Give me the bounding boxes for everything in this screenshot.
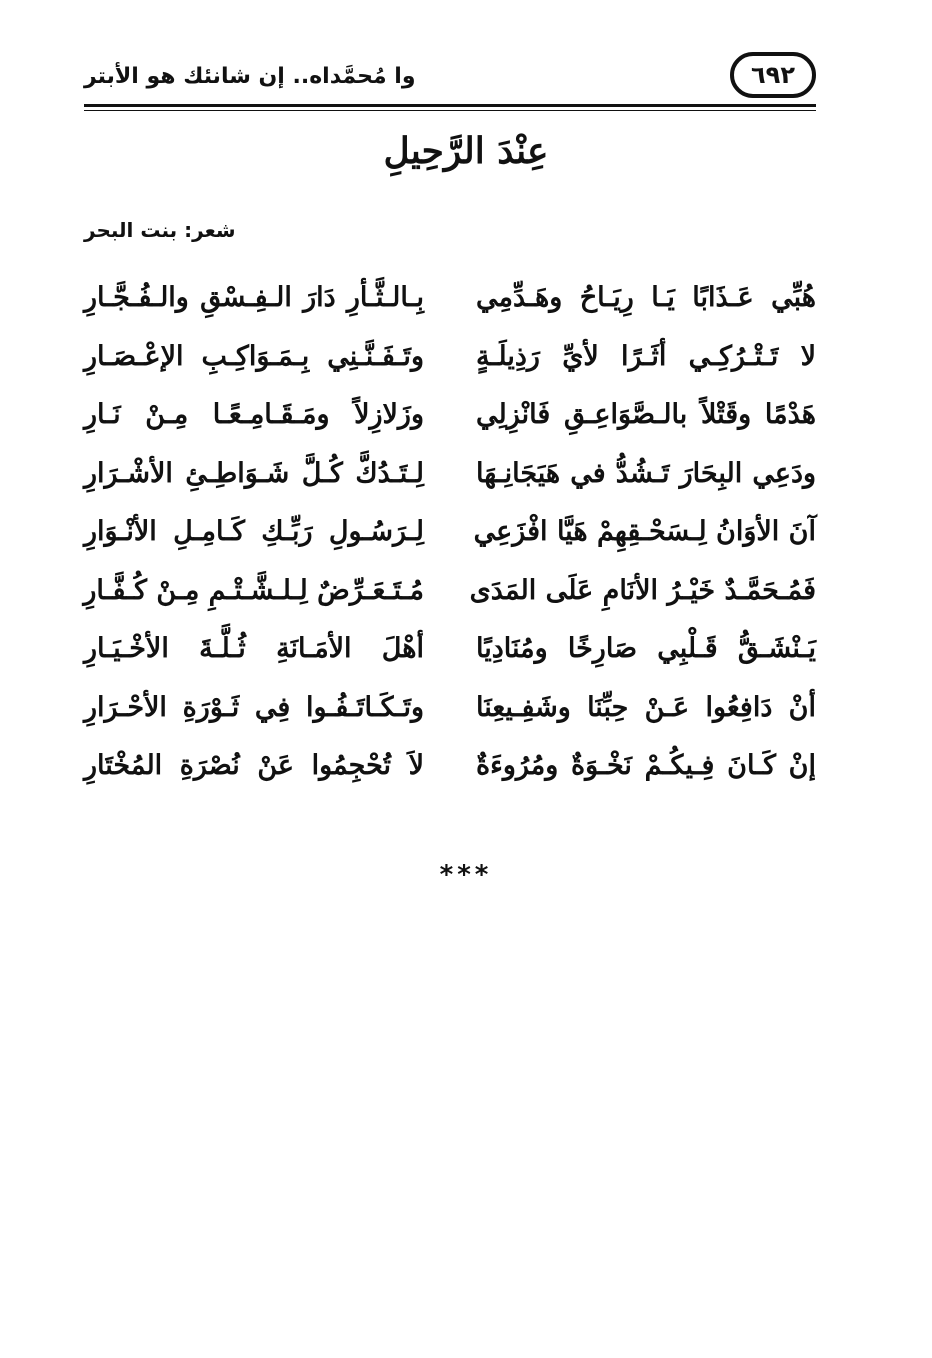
verse — [84, 278, 816, 337]
verse — [84, 571, 816, 630]
header-rule-thin — [84, 110, 816, 111]
verse — [84, 629, 816, 688]
header-rule — [84, 104, 816, 107]
section-separator: *** — [439, 860, 493, 890]
verse-first-hemistich: لا تَـتْـرُكِـي أثَـرًا لأيِّ رَذِيلَـةٍ — [476, 340, 816, 372]
verse-first-hemistich: فَمُـحَمَّـدٌ خَيْـرُ الأنَامِ عَلَى المَدَى — [469, 574, 816, 606]
verse-second-hemistich: وتَـفَـنَّـنِي بِـمَـوَاكِـبِ الإعْـصَـارِ — [84, 340, 424, 372]
verse-first-hemistich: ودَعِي البِحَارَ تَـشُدُّ في هَيَجَانِـهَا — [476, 457, 816, 489]
verse — [84, 395, 816, 454]
verse — [84, 512, 816, 571]
verse-second-hemistich: وزَلازِلاً ومَـقَـامِـعًـا مِـنْ نَـارِ — [84, 399, 424, 430]
page-number: ٦٩٢ — [751, 61, 795, 89]
verse-second-hemistich: أهْلَ الأمَـانَةِ ثُـلَّـةَ الأخْـيَـارِ — [84, 633, 424, 664]
verse — [84, 688, 816, 747]
verse-second-hemistich: بِـالـثَّـأرِ دَارَ الـفِـسْقِ والـفُـجَّـارِ — [84, 282, 424, 313]
page-number-badge — [730, 52, 816, 98]
running-title: وا مُحمَّداه.. إن شانئك هو الأبتر — [84, 64, 416, 89]
verse-first-hemistich: هُبِّي عَـذَابًا يَـا رِيَـاحُ وهَـدِّمِي — [476, 282, 816, 313]
poem-title: عِنْدَ الرَّحِيلِ — [383, 130, 549, 172]
verse-first-hemistich: آنَ الأوَانُ لِـسَحْـقِهِمْ هَيَّا افْزَعِي — [473, 516, 816, 547]
verse-second-hemistich: وتَـكَـاتَـفُـوا فِي ثَـوْرَةِ الأحْـرَارِ — [84, 691, 424, 723]
poem-verses — [84, 278, 816, 805]
verse-first-hemistich: يَـنْشَـقُّ قَـلْبِي صَارِخًا ومُنَادِيًا — [476, 633, 816, 664]
verse — [84, 454, 816, 513]
verse — [84, 746, 816, 805]
verse-second-hemistich: لِـتَـدُكَّ كُـلَّ شَـوَاطِـئِ الأشْـرَارِ — [84, 457, 424, 489]
verse — [84, 337, 816, 396]
verse-second-hemistich: لِـرَسُـولِ رَبِّـكِ كَـامِـلِ الأنْـوَارِ — [84, 516, 424, 547]
running-header — [84, 58, 816, 102]
verse-first-hemistich: هَدْمًا وقَتْلاً بالـصَّوَاعِـقِ فَانْزِلِي — [476, 399, 816, 430]
poem-author: شعر: بنت البحر — [84, 218, 236, 242]
verse-second-hemistich: مُـتَـعَـرِّضٌ لِـلـشَّـتْـمِ مِـنْ كُـفَّـارِ — [83, 574, 424, 606]
verse-first-hemistich: إنْ كَـانَ فِـيكُـمْ نَخْـوَةٌ ومُرُوءَةٌ — [476, 750, 816, 781]
verse-second-hemistich: لاَ تُحْجِمُوا عَنْ نُصْرَةِ المُخْتَارِ — [84, 750, 424, 781]
verse-first-hemistich: أنْ دَافِعُوا عَـنْ حِبِّنَا وشَفِـيعِنَا — [476, 691, 816, 723]
